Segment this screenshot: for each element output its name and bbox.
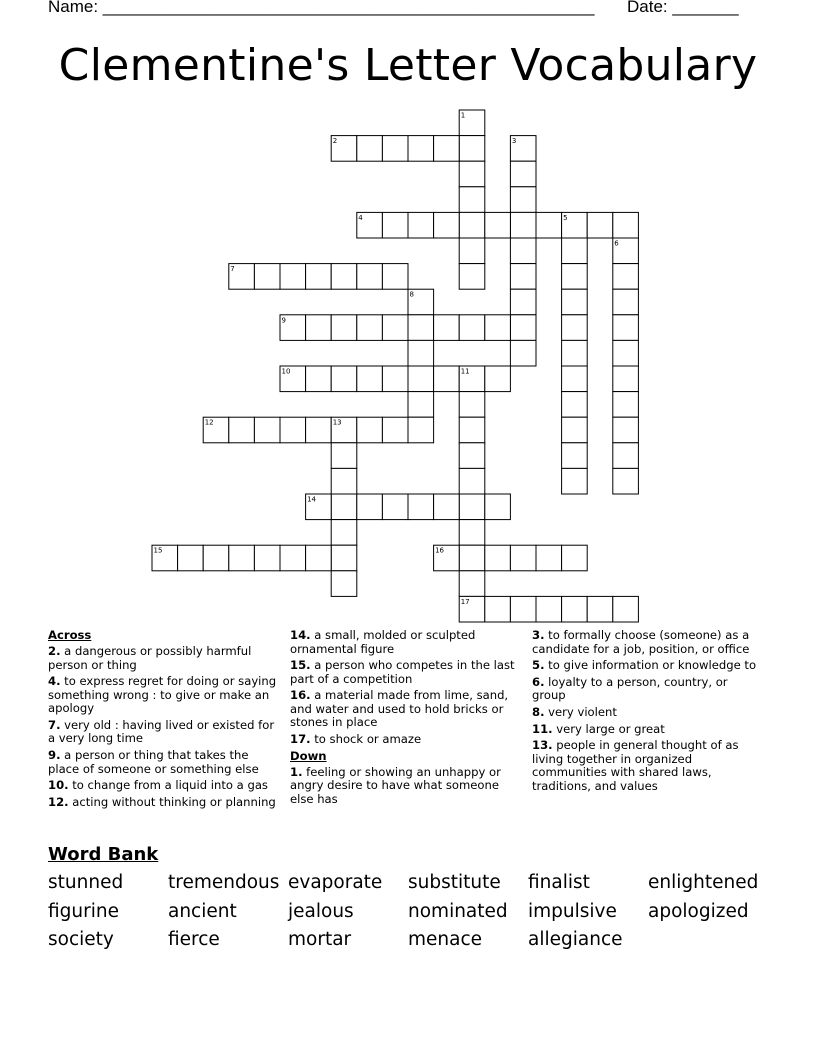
crossword-cell[interactable] [562, 468, 588, 494]
crossword-cell[interactable] [306, 264, 332, 290]
crossword-cell[interactable] [485, 212, 511, 238]
word-bank-word: finalist [528, 872, 590, 893]
crossword-cell[interactable] [382, 136, 408, 162]
clue-item [48, 645, 280, 672]
clue-text: feeling or showing an unhappy or angry desire to have what someone else has [290, 764, 501, 806]
crossword-cell[interactable] [254, 545, 280, 571]
crossword-cell[interactable] [280, 417, 306, 443]
crossword-cell[interactable] [562, 238, 588, 264]
crossword-cell[interactable] [306, 315, 332, 341]
clue-number-label: 16 [435, 546, 445, 555]
clue-text: acting without thinking or planning [72, 794, 276, 809]
clue-text: a small, molded or sculpted ornamental figure [290, 628, 476, 656]
crossword-cell[interactable] [357, 136, 383, 162]
clue-number: 12. [48, 794, 69, 809]
clue-number: 17. [290, 732, 311, 747]
crossword-cell[interactable] [434, 315, 460, 341]
clue-text: people in general thought of as living together in organized communities with shared laws, traditions, and values [532, 738, 739, 793]
clue-text: to change from a liquid into a gas [72, 778, 268, 793]
word-bank-title: Word Bank [48, 844, 159, 865]
word-bank-word: impulsive [528, 900, 617, 922]
crossword-cell[interactable] [536, 545, 562, 571]
clue-number-label: 2 [332, 137, 338, 146]
clue-number: 1. [290, 764, 303, 779]
crossword-cell[interactable] [459, 161, 485, 187]
crossword-cell[interactable] [613, 468, 639, 494]
clue-item [48, 719, 280, 746]
clue-number: 16. [290, 688, 311, 703]
word-bank-word: jealous [288, 900, 354, 922]
clue-number: 14. [290, 628, 311, 642]
crossword-cell[interactable] [280, 264, 306, 290]
crossword-cell[interactable] [331, 494, 357, 520]
crossword-cell[interactable] [459, 187, 485, 213]
crossword-cell[interactable] [357, 366, 383, 392]
clue-number: 11. [532, 721, 553, 736]
clue-column-1 [48, 629, 280, 813]
clue-text: a person who competes in the last part of a competition [290, 658, 515, 686]
crossword-cell[interactable] [357, 494, 383, 520]
crossword-cell[interactable] [510, 238, 536, 264]
crossword-cell[interactable] [459, 520, 485, 546]
clue-number-label: 11 [460, 367, 470, 376]
clue-number: 15. [290, 658, 311, 673]
crossword-cell[interactable] [306, 366, 332, 392]
crossword-cell[interactable] [459, 136, 485, 162]
clue-item [48, 796, 280, 810]
word-bank-word: figurine [48, 900, 119, 922]
crossword-cell[interactable] [434, 136, 460, 162]
crossword-cell[interactable] [562, 596, 588, 622]
crossword-cell[interactable] [485, 545, 511, 571]
crossword-cell[interactable] [510, 340, 536, 366]
clue-number: 13. [532, 738, 553, 753]
clue-number-label: 14 [307, 495, 317, 504]
crossword-cell[interactable] [382, 212, 408, 238]
across-heading: Across [48, 628, 92, 642]
down-heading: Down [290, 748, 327, 763]
crossword-cell[interactable] [562, 392, 588, 418]
crossword-cell[interactable] [382, 264, 408, 290]
crossword-cell[interactable] [562, 443, 588, 469]
word-bank-word: society [48, 929, 114, 950]
crossword-cell[interactable] [587, 596, 613, 622]
crossword-cell[interactable] [613, 366, 639, 392]
word-bank-word: stunned [48, 872, 124, 893]
clue-number: 9. [48, 748, 61, 763]
clue-text: very large or great [556, 721, 665, 736]
crossword-cell[interactable] [562, 366, 588, 392]
clue-text: a material made from lime, sand, and water and used to hold bricks or stones in place [290, 688, 509, 730]
clue-column-3 [532, 629, 764, 797]
clue-number-label: 7 [230, 265, 235, 274]
crossword-cell[interactable] [408, 212, 434, 238]
clue-text: to express regret for doing or saying something wrong : to give or make an apology [48, 674, 277, 716]
clue-text: a dangerous or possibly harmful person or thing [48, 644, 252, 672]
crossword-cell[interactable] [306, 545, 332, 571]
clue-item [290, 629, 522, 656]
crossword-cell[interactable] [382, 417, 408, 443]
crossword-cell[interactable] [459, 315, 485, 341]
crossword-cell[interactable] [510, 161, 536, 187]
crossword-cell[interactable] [229, 417, 255, 443]
crossword-cell[interactable] [357, 417, 383, 443]
date-field-label: Date: _______ [627, 0, 739, 16]
crossword-cell[interactable] [459, 545, 485, 571]
crossword-cell[interactable] [331, 571, 357, 597]
crossword-cell[interactable] [331, 264, 357, 290]
word-bank-word: ancient [168, 900, 237, 922]
crossword-cell[interactable] [331, 315, 357, 341]
crossword-cell[interactable] [254, 417, 280, 443]
crossword-cell[interactable] [331, 468, 357, 494]
clue-text: to shock or amaze [314, 732, 422, 747]
crossword-cell[interactable] [408, 494, 434, 520]
crossword-cell[interactable] [331, 520, 357, 546]
crossword-cell[interactable] [434, 212, 460, 238]
crossword-cell[interactable] [485, 494, 511, 520]
crossword-cell[interactable] [613, 596, 639, 622]
name-field-label: Name: ____________________________________________________ [48, 0, 595, 16]
clue-text: a person or thing that takes the place of someone or something else [48, 748, 259, 776]
crossword-cell[interactable] [178, 545, 204, 571]
clue-item [532, 676, 764, 703]
page-title: Clementine's Letter Vocabulary [58, 40, 758, 91]
crossword-cell[interactable] [459, 392, 485, 418]
crossword-cell[interactable] [408, 340, 434, 366]
crossword-cell[interactable] [510, 545, 536, 571]
crossword-cell[interactable] [562, 264, 588, 290]
crossword-cell[interactable] [459, 468, 485, 494]
clue-number-label: 3 [511, 137, 517, 146]
clue-item [48, 749, 280, 776]
crossword-cell[interactable] [280, 545, 306, 571]
crossword-cell[interactable] [331, 545, 357, 571]
crossword-cell[interactable] [510, 187, 536, 213]
crossword-cell[interactable] [357, 315, 383, 341]
clue-item [532, 723, 764, 737]
clue-text: to give information or knowledge to [548, 658, 757, 673]
clue-number-label: 15 [153, 546, 163, 555]
crossword-cell[interactable] [203, 545, 229, 571]
clue-item [532, 706, 764, 720]
clue-text: very old : having lived or existed for a very long time [48, 717, 275, 746]
crossword-cell[interactable] [536, 212, 562, 238]
clue-text: loyalty to a person, country, or group [532, 674, 728, 703]
word-bank-word: mortar [288, 929, 352, 950]
crossword-cell[interactable] [331, 366, 357, 392]
clue-item [48, 675, 280, 716]
word-bank [48, 872, 788, 952]
clue-item [290, 733, 522, 747]
crossword-cell[interactable] [613, 212, 639, 238]
word-bank-word: nominated [408, 900, 508, 922]
crossword-cell[interactable] [229, 545, 255, 571]
clue-number-label: 6 [614, 239, 619, 248]
clue-number: 3. [532, 628, 545, 642]
crossword-cell[interactable] [485, 596, 511, 622]
crossword-cell[interactable] [536, 596, 562, 622]
clue-number: 4. [48, 674, 61, 689]
crossword-cell[interactable] [613, 289, 639, 315]
clue-text: to formally choose (someone) as a candidate for a job, position, or office [532, 628, 750, 656]
crossword-cell[interactable] [459, 264, 485, 290]
crossword-cell[interactable] [306, 417, 332, 443]
crossword-cell[interactable] [382, 366, 408, 392]
clue-item [48, 779, 280, 793]
crossword-cell[interactable] [382, 315, 408, 341]
crossword-cell[interactable] [408, 417, 434, 443]
crossword-cell[interactable] [613, 315, 639, 341]
crossword-cell[interactable] [254, 264, 280, 290]
clue-number: 6. [532, 674, 545, 689]
crossword-cell[interactable] [382, 494, 408, 520]
clue-item [532, 739, 764, 793]
crossword-cell[interactable] [459, 238, 485, 264]
crossword-cell[interactable] [459, 212, 485, 238]
crossword-cell[interactable] [562, 289, 588, 315]
clue-number-label: 13 [332, 418, 342, 427]
crossword-cell[interactable] [459, 494, 485, 520]
crossword-cell[interactable] [613, 443, 639, 469]
word-bank-word: fierce [168, 929, 220, 950]
crossword-cell[interactable] [408, 366, 434, 392]
crossword-cell[interactable] [613, 264, 639, 290]
word-bank-word: enlightened [648, 872, 759, 893]
crossword-cell[interactable] [613, 417, 639, 443]
crossword-cell[interactable] [485, 366, 511, 392]
word-bank-word: apologized [648, 900, 749, 922]
crossword-cell[interactable] [562, 340, 588, 366]
crossword-cell[interactable] [613, 340, 639, 366]
crossword-cell[interactable] [613, 392, 639, 418]
crossword-cell[interactable] [562, 417, 588, 443]
word-bank-word: menace [408, 929, 483, 950]
crossword-cell[interactable] [510, 315, 536, 341]
clue-item [532, 659, 764, 673]
crossword-cell[interactable] [408, 136, 434, 162]
word-bank-word: tremendous [168, 872, 280, 893]
clue-number-label: 17 [460, 597, 470, 606]
crossword-cell[interactable] [459, 443, 485, 469]
word-bank-word: substitute [408, 872, 501, 893]
crossword-cell[interactable] [357, 264, 383, 290]
clue-number-label: 1 [460, 111, 466, 120]
clue-item [290, 766, 522, 807]
crossword-cell[interactable] [510, 212, 536, 238]
crossword-cell[interactable] [459, 417, 485, 443]
word-bank-word: allegiance [528, 929, 623, 950]
crossword-cell[interactable] [562, 545, 588, 571]
crossword-cell[interactable] [331, 443, 357, 469]
crossword-cell[interactable] [485, 315, 511, 341]
clue-number: 8. [532, 705, 545, 720]
crossword-cell[interactable] [408, 392, 434, 418]
crossword-cell[interactable] [408, 315, 434, 341]
clue-number: 2. [48, 644, 61, 658]
crossword-cell[interactable] [510, 264, 536, 290]
crossword-cell[interactable] [562, 315, 588, 341]
clue-number-label: 8 [409, 290, 414, 299]
clue-number-label: 9 [281, 316, 286, 325]
clue-number-label: 10 [281, 367, 291, 376]
clue-number: 10. [48, 778, 69, 793]
crossword-cell[interactable] [434, 494, 460, 520]
crossword-cell[interactable] [510, 596, 536, 622]
clue-column-2 [290, 629, 522, 809]
clue-number: 5. [532, 658, 545, 673]
clue-number: 7. [48, 717, 61, 732]
clue-item [532, 629, 764, 656]
clue-item [290, 659, 522, 686]
clue-number-label: 4 [358, 213, 363, 222]
clue-number-label: 5 [563, 213, 568, 222]
crossword-cell[interactable] [510, 289, 536, 315]
crossword-cell[interactable] [434, 366, 460, 392]
crossword-cell[interactable] [587, 212, 613, 238]
clue-item [290, 689, 522, 730]
clue-text: very violent [548, 705, 617, 720]
clue-number-label: 12 [204, 418, 214, 427]
word-bank-word: evaporate [288, 872, 383, 893]
crossword-cell[interactable] [459, 571, 485, 597]
